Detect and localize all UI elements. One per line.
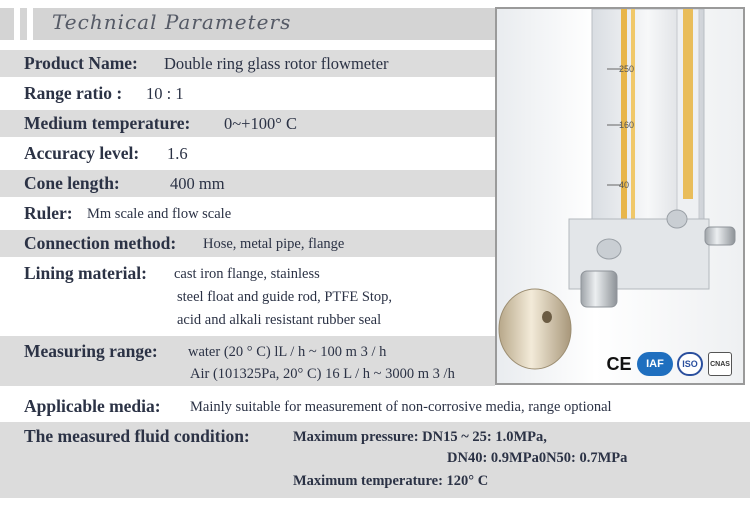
fluid-condition-line2: DN40: 0.9MPa0N50: 0.7MPa [447,450,628,466]
lining-material-line1: cast iron flange, stainless [174,266,320,282]
cnas-badge-icon: CNAS [708,352,732,376]
lining-material-line3: acid and alkali resistant rubber seal [177,312,382,328]
measuring-range-line2: Air (101325Pa, 20° C) 16 L / h ~ 3000 m 3 /h [190,366,455,382]
fluid-condition-line1: Maximum pressure: DN15 ~ 25: 1.0MPa, [293,429,547,445]
applicable-media-label: Applicable media: [24,396,161,416]
iaf-badge-icon: IAF [637,352,673,376]
accuracy-level-label: Accuracy level: [24,143,140,163]
lining-material-line2: steel float and guide rod, PTFE Stop, [177,289,393,305]
measuring-range-label: Measuring range: [24,341,158,361]
section-title: Technical Parameters [52,10,292,34]
connection-method-label: Connection method: [24,233,177,253]
product-name-label: Product Name: [24,53,138,73]
scale-mark-label: 160 [619,120,635,130]
lining-material-label: Lining material: [24,263,147,283]
flowmeter-illustration [497,9,743,383]
range-ratio-value: 10 : 1 [146,84,184,103]
product-name-value: Double ring glass rotor flowmeter [164,54,389,73]
scale-mark-label: 250 [619,64,635,74]
ruler-value: Mm scale and flow scale [87,206,232,222]
header-accent-stripe [27,8,33,40]
range-ratio-label: Range ratio : [24,83,123,103]
fluid-condition-line3: Maximum temperature: 120° C [293,473,489,489]
product-photo [495,7,745,385]
ruler-label: Ruler: [24,203,73,223]
connection-method-value: Hose, metal pipe, flange [203,236,345,252]
iso-badge-icon: ISO [677,352,703,376]
scale-mark-label: 40 [619,180,630,190]
accuracy-level-value: 1.6 [167,144,188,163]
fluid-condition-label: The measured fluid condition: [24,426,250,446]
ce-mark-icon: CE [606,353,632,374]
header-accent-stripe [14,8,20,40]
medium-temperature-label: Medium temperature: [24,113,191,133]
applicable-media-value: Mainly suitable for measurement of non-corrosive media, range optional [190,399,612,415]
cone-length-value: 400 mm [170,174,225,193]
measuring-range-line1: water (20 ° C) lL / h ~ 100 m 3 / h [188,344,387,360]
cone-length-label: Cone length: [24,173,120,193]
medium-temperature-value: 0~+100° C [224,114,297,133]
